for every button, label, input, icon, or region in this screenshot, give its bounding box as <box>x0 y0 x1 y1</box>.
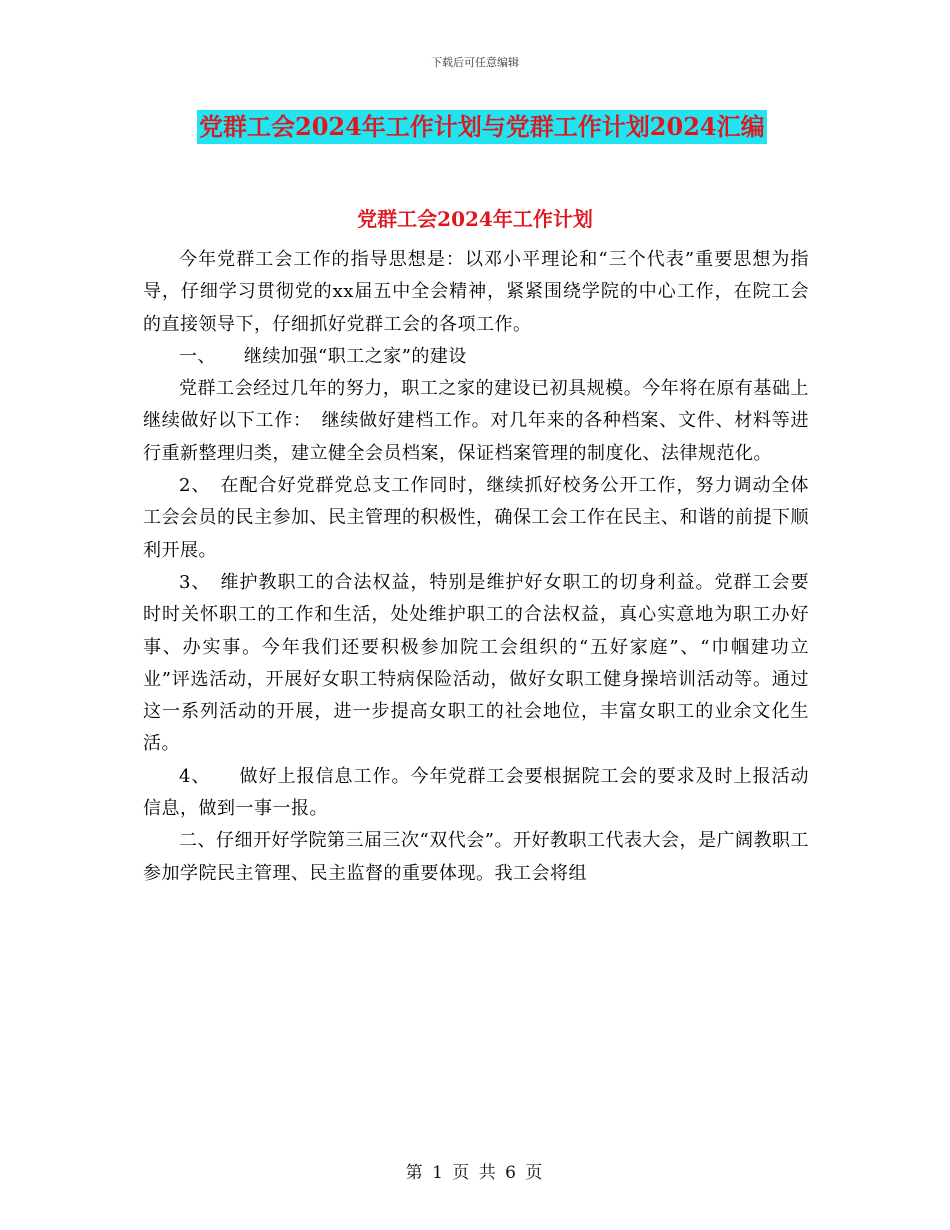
paragraph: 今年党群工会工作的指导思想是：以邓小平理论和“三个代表”重要思想为指导，仔细学习贯彻党的xx届五中全会精神，紧紧围绕学院的中心工作，在院工会的直接领导下，仔细抓好党群工会的各项工作。 <box>143 249 809 335</box>
page-number-footer: 第 1 页 共 6 页 <box>405 1163 545 1183</box>
header-note: 下载后可任意编辑 <box>431 56 519 69</box>
paragraph: 2、 在配合好党群党总支工作同时，继续抓好校务公开工作，努力调动全体工会会员的民主参加、民主管理的积极性，确保工会工作在民主、和谐的前提下顺利开展。 <box>143 475 809 561</box>
paragraph: 党群工会经过几年的努力，职工之家的建设已初具规模。今年将在原有基础上继续做好以下工作： 继续做好建档工作。对几年来的各种档案、文件、材料等进行重新整理归类，建立健全会员档案，保证档案管理的制度化、法律规范化。 <box>143 378 809 464</box>
document-body <box>143 244 809 890</box>
paragraph: 二、仔细开好学院第三届三次“双代会”。开好教职工代表大会，是广阔教职工参加学院民主管理、民主监督的重要体现。我工会将组 <box>143 830 809 884</box>
paragraph: 4、 做好上报信息工作。今年党群工会要根据院工会的要求及时上报活动信息，做到一事一报。 <box>143 765 809 820</box>
section-title: 党群工会2024年工作计划 <box>357 207 593 231</box>
paragraph: 一、 继续加强“职工之家”的建设 <box>179 345 467 367</box>
document-title: 党群工会2024年工作计划与党群工作计划2024汇编 <box>197 110 767 144</box>
paragraph: 3、 维护教职工的合法权益，特别是维护好女职工的切身利益。党群工会要时时关怀职工的工作和生活，处处维护职工的合法权益，真心实意地为职工办好事、办实事。今年我们还要积极参加院工会组织的“五好家庭”、“巾帼建功立业”评选活动，开展好女职工特病保险活动，做好女职工健身操培训活动等。通过这一系列活动的开展，进一步提高女职工的社会地位，丰富女职工的业余文化生活。 <box>143 571 809 755</box>
